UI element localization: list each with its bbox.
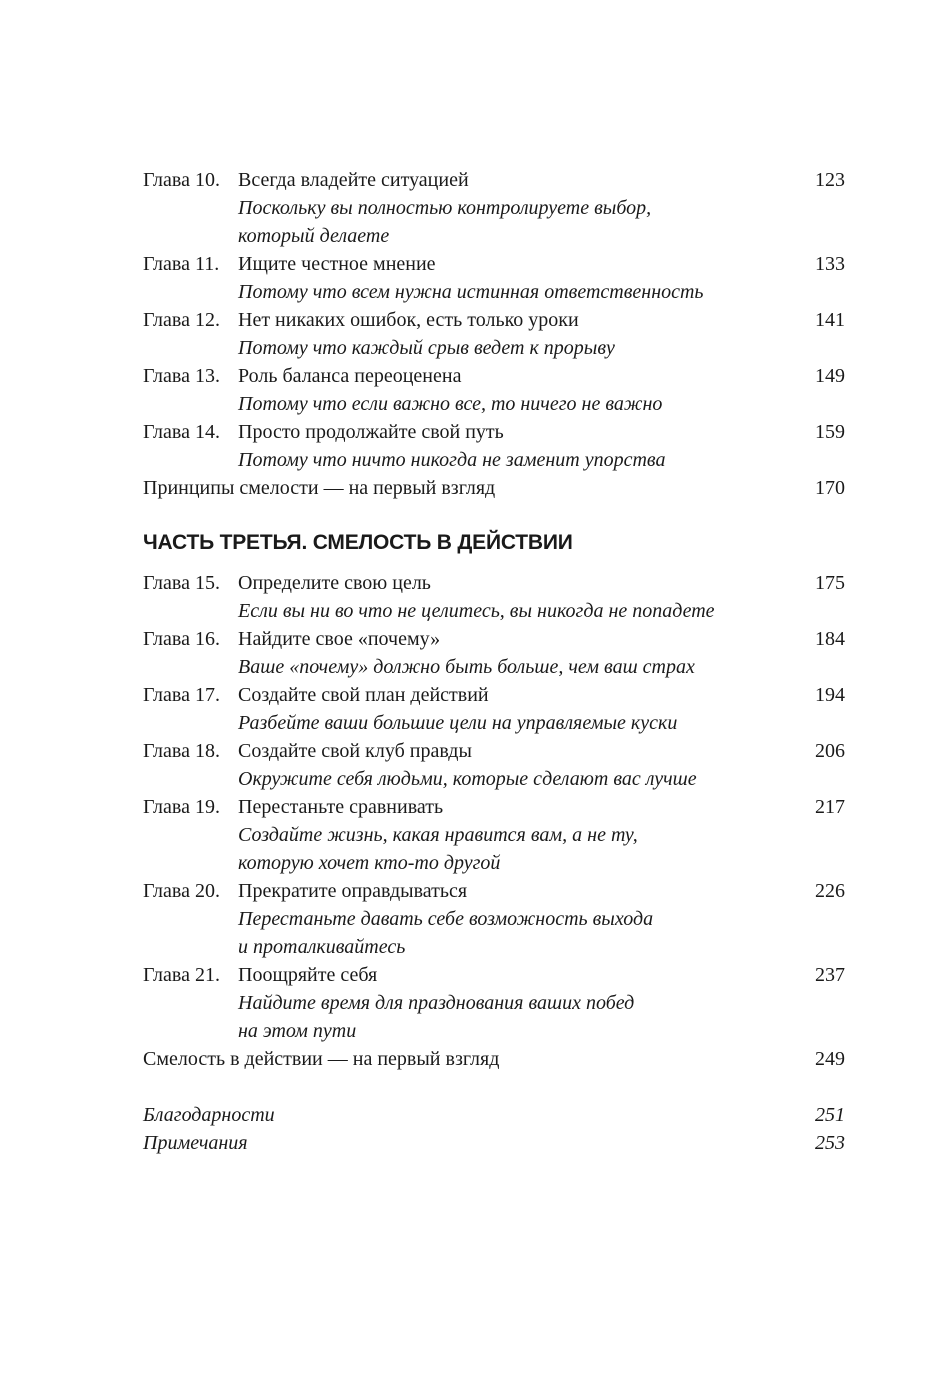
- toc-part-three: [143, 569, 845, 1073]
- entry-subtitle: на этом пути: [238, 1020, 357, 1042]
- toc-entry[interactable]: [143, 306, 845, 334]
- entry-subtitle: Поскольку вы полностью контролируете выбор,: [238, 197, 652, 219]
- entry-subtitle: Если вы ни во что не целитесь, вы никогда не попадете: [238, 600, 715, 622]
- dot-leader: [480, 737, 809, 765]
- page-number: 237: [815, 964, 845, 986]
- chapter-number: Глава 11.: [143, 253, 220, 275]
- dot-leader: [448, 625, 809, 653]
- dot-leader: [469, 362, 809, 390]
- entry-title: Благодарности: [143, 1104, 275, 1126]
- dot-leader: [512, 418, 809, 446]
- toc-entry[interactable]: [143, 569, 845, 597]
- entry-title: Создайте свой клуб правды: [238, 740, 472, 762]
- entry-title: Найдите свое «почему»: [238, 628, 441, 650]
- entry-subtitle: Ваше «почему» должно быть больше, чем ваш страх: [238, 656, 695, 678]
- entry-subtitle: Потому что каждый срыв ведет к прорыву: [238, 337, 615, 359]
- dot-leader: [507, 1045, 809, 1073]
- chapter-number: Глава 21.: [143, 964, 220, 986]
- toc-entry[interactable]: [143, 681, 845, 709]
- dot-leader: [451, 793, 809, 821]
- chapter-number: Глава 14.: [143, 421, 220, 443]
- toc-entry[interactable]: [143, 961, 845, 989]
- page-number: 217: [815, 796, 845, 818]
- entry-subtitle: который делаете: [238, 225, 390, 247]
- page-number: 123: [815, 169, 845, 191]
- toc-entry[interactable]: [143, 877, 845, 905]
- entry-subtitle: Окружите себя людьми, которые сделают вас лучше: [238, 768, 697, 790]
- entry-title: Всегда владейте ситуацией: [238, 169, 469, 191]
- toc-entry[interactable]: [143, 793, 845, 821]
- toc-entry[interactable]: [143, 250, 845, 278]
- toc-entry[interactable]: [143, 737, 845, 765]
- page-number: 184: [815, 628, 845, 650]
- toc-part-two: [143, 166, 845, 502]
- entry-subtitle: Найдите время для празднования ваших побед: [238, 992, 635, 1014]
- entry-subtitle: Разбейте ваши большие цели на управляемые куски: [238, 712, 678, 734]
- toc-entry[interactable]: [143, 474, 845, 502]
- toc-entry[interactable]: [143, 625, 845, 653]
- entry-title: Нет никаких ошибок, есть только уроки: [238, 309, 579, 331]
- page-number: 249: [815, 1048, 845, 1070]
- dot-leader: [475, 877, 809, 905]
- page-number: 149: [815, 365, 845, 387]
- entry-title: Перестаньте сравнивать: [238, 796, 444, 818]
- page-number: 175: [815, 572, 845, 594]
- chapter-number: Глава 19.: [143, 796, 220, 818]
- dot-leader: [477, 166, 809, 194]
- chapter-number: Глава 15.: [143, 572, 220, 594]
- chapter-number: Глава 16.: [143, 628, 220, 650]
- entry-title: Смелость в действии — на первый взгляд: [143, 1048, 500, 1070]
- entry-subtitle: и проталкивайтесь: [238, 936, 406, 958]
- entry-title: Ищите честное мнение: [238, 253, 436, 275]
- entry-subtitle: которую хочет кто-то другой: [238, 852, 501, 874]
- dot-leader: [385, 961, 809, 989]
- dot-leader: [587, 306, 809, 334]
- entry-title: Создайте свой план действий: [238, 684, 489, 706]
- entry-subtitle: Потому что ничто никогда не заменит упорства: [238, 449, 666, 471]
- toc-entry[interactable]: [143, 1101, 845, 1129]
- chapter-number: Глава 10.: [143, 169, 220, 191]
- page-number: 206: [815, 740, 845, 762]
- entry-title: Роль баланса переоценена: [238, 365, 462, 387]
- chapter-number: Глава 17.: [143, 684, 220, 706]
- entry-title: Определите свою цель: [238, 572, 431, 594]
- toc-entry[interactable]: [143, 1045, 845, 1073]
- entry-title: Поощряйте себя: [238, 964, 378, 986]
- page-number: 194: [815, 684, 845, 706]
- entry-subtitle: Потому что если важно все, то ничего не важно: [238, 393, 663, 415]
- part-three-heading: ЧАСТЬ ТРЕТЬЯ. СМЕЛОСТЬ В ДЕЙСТВИИ: [143, 531, 573, 554]
- toc-back-matter: [143, 1101, 845, 1157]
- dot-leader: [439, 569, 809, 597]
- chapter-number: Глава 20.: [143, 880, 220, 902]
- chapter-number: Глава 12.: [143, 309, 220, 331]
- page-number: 170: [815, 477, 845, 499]
- page-number: 251: [815, 1104, 845, 1126]
- entry-subtitle: Перестаньте давать себе возможность выхода: [238, 908, 654, 930]
- toc-entry[interactable]: [143, 418, 845, 446]
- dot-leader: [256, 1129, 809, 1157]
- dot-leader: [497, 681, 809, 709]
- dot-leader: [503, 474, 809, 502]
- toc-entry[interactable]: [143, 1129, 845, 1157]
- chapter-number: Глава 18.: [143, 740, 220, 762]
- entry-subtitle: Потому что всем нужна истинная ответственность: [238, 281, 704, 303]
- toc-entry[interactable]: [143, 362, 845, 390]
- chapter-number: Глава 13.: [143, 365, 220, 387]
- dot-leader: [283, 1101, 809, 1129]
- entry-title: Просто продолжайте свой путь: [238, 421, 504, 443]
- page-number: 226: [815, 880, 845, 902]
- page-number: 133: [815, 253, 845, 275]
- page-number: 159: [815, 421, 845, 443]
- entry-subtitle: Создайте жизнь, какая нравится вам, а не ту,: [238, 824, 638, 846]
- page-number: 253: [815, 1132, 845, 1154]
- entry-title: Прекратите оправдываться: [238, 880, 468, 902]
- entry-title: Примечания: [143, 1132, 248, 1154]
- page-number: 141: [815, 309, 845, 331]
- toc-entry[interactable]: [143, 166, 845, 194]
- entry-title: Принципы смелости — на первый взгляд: [143, 477, 496, 499]
- dot-leader: [444, 250, 809, 278]
